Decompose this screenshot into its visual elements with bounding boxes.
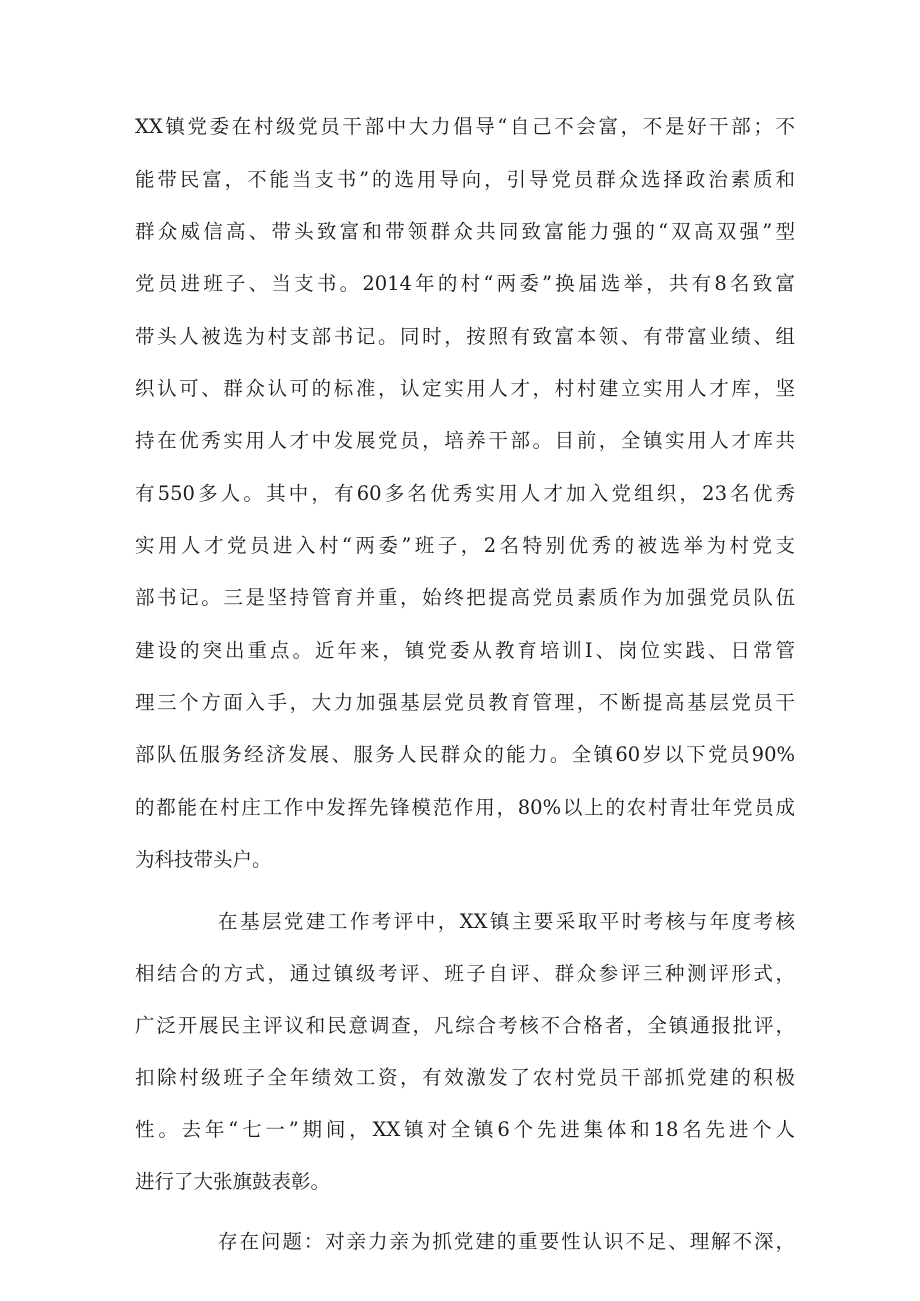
paragraph-1-line-9: 实用人才党员进入村“两委”班子，2名特别优秀的被选举为村党支: [135, 534, 795, 557]
paragraph-2-line-6: 进行了大张旗鼓表彰。: [135, 1170, 331, 1193]
paragraph-1-line-8: 有550多人。其中，有60多名优秀实用人才加入党组织，23名优秀: [135, 482, 795, 505]
paragraph-1-line-15: 为科技带头户。: [135, 848, 272, 871]
paragraph-3-line-1: 存在问题：对亲力亲为抓党建的重要性认识不足、理解不深，: [218, 1230, 795, 1253]
paragraph-1-line-10: 部书记。三是坚持管育并重，始终把提高党员素质作为加强党员队伍: [135, 586, 795, 609]
paragraph-1-line-12: 理三个方面入手，大力加强基层党员教育管理，不断提高基层党员干: [135, 691, 795, 714]
paragraph-2-line-2: 相结合的方式，通过镇级考评、班子自评、群众参评三种测评形式，: [135, 962, 795, 985]
paragraph-2-line-4: 扣除村级班子全年绩效工资，有效激发了农村党员干部抓党建的积极: [135, 1066, 795, 1089]
paragraph-2-line-5: 性。去年“七一”期间，XX镇对全镇6个先进集体和18名先进个人: [135, 1118, 795, 1141]
paragraph-1-line-2: 能带民富，不能当支书”的选用导向，引导党员群众选择政治素质和: [135, 168, 795, 191]
paragraph-1-line-13: 部队伍服务经济发展、服务人民群众的能力。全镇60岁以下党员90%: [135, 743, 795, 766]
paragraph-1-line-1: XX镇党委在村级党员干部中大力倡导“自己不会富，不是好干部；不: [135, 115, 795, 138]
paragraph-1-line-14: 的都能在村庄工作中发挥先锋模范作用，80%以上的农村青壮年党员成: [135, 796, 795, 819]
paragraph-2-line-1: 在基层党建工作考评中，XX镇主要采取平时考核与年度考核: [218, 910, 795, 933]
paragraph-1-line-11: 建设的突出重点。近年来，镇党委从教育培训I、岗位实践、日常管: [135, 639, 795, 662]
paragraph-1-line-5: 带头人被选为村支部书记。同时，按照有致富本领、有带富业绩、组: [135, 325, 795, 348]
paragraph-2-line-3: 广泛开展民主评议和民意调查，凡综合考核不合格者，全镇通报批评，: [135, 1014, 795, 1037]
paragraph-1-line-6: 织认可、群众认可的标准，认定实用人才，村村建立实用人才库，坚: [135, 377, 795, 400]
paragraph-1-line-7: 持在优秀实用人才中发展党员，培养干部。目前，全镇实用人才库共: [135, 429, 795, 452]
paragraph-1-line-4: 党员进班子、当支书。2014年的村“两委”换届选举，共有8名致富: [135, 272, 795, 295]
paragraph-1-line-3: 群众威信高、带头致富和带领群众共同致富能力强的“双高双强”型: [135, 220, 795, 243]
